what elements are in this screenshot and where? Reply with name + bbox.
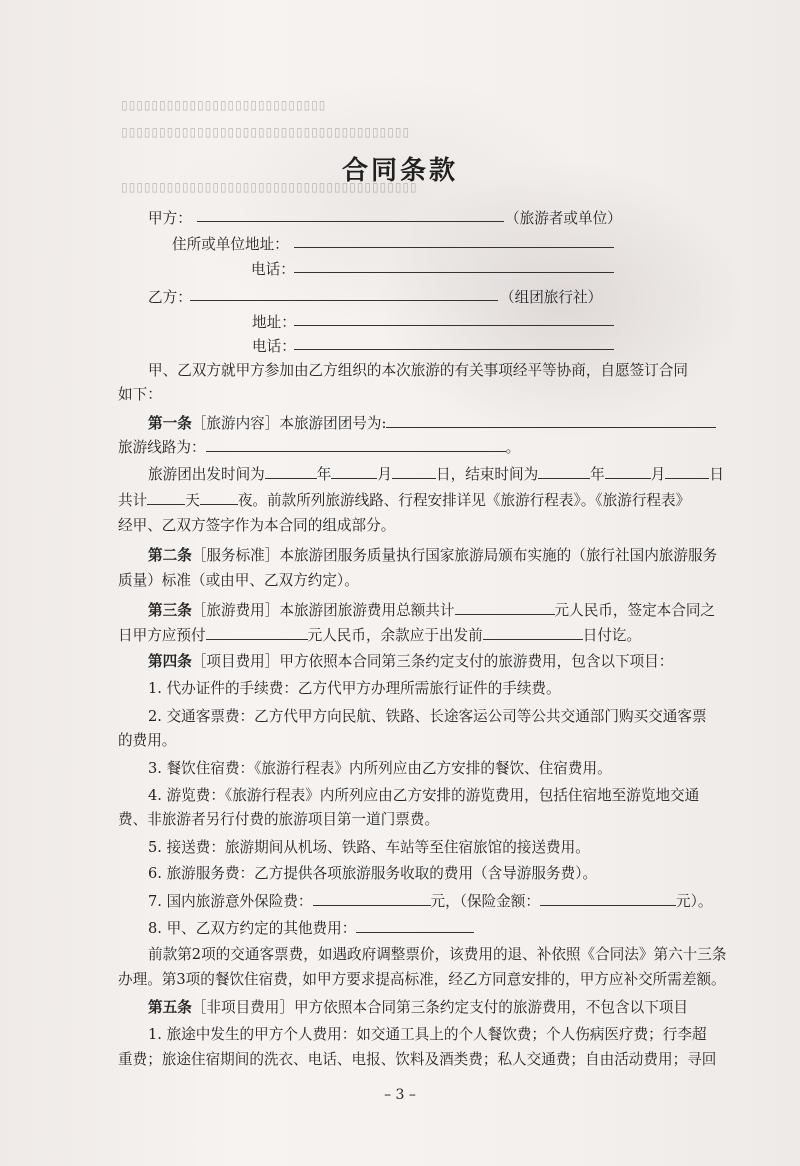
party-a-address-blank [294, 233, 614, 248]
article-1-line-3: 旅游团出发时间为 年 月 日，结束时间为 年 月 日 [148, 466, 724, 483]
article-1-head: 第一条 [148, 415, 192, 432]
article-1-line-4: 共计 天 夜。前款所列旅游线路、行程安排详见《旅游行程表》。《旅游行程表》 [118, 492, 691, 509]
article-4-item-2: 2. 交通客票费：乙方代甲方向民航、铁路、长途客运公司等公共交通部门购买交通客票 [148, 708, 707, 725]
article-4-item-4-cont: 费、非旅游者另行付费的旅游项目第一道门票费。 [118, 811, 440, 828]
article-4-note-1: 前款第2项的交通客票费，如遇政府调整票价，该费用的退、补依照《合同法》第六十三条 [148, 946, 727, 963]
article-1-line-5: 经甲、乙双方签字作为本合同的组成部分。 [118, 517, 396, 534]
party-b-name-blank [190, 286, 498, 301]
article-2-head: 第二条 [148, 547, 192, 564]
bleed-through-decoration: ▯▯▯▯▯▯▯▯▯▯▯▯▯▯▯▯▯▯▯▯▯▯▯▯▯▯▯ [120, 98, 326, 112]
article-4-item-5: 5. 接送费：旅游期间从机场、铁路、车站等至住宿旅馆的接送费用。 [148, 839, 590, 856]
article-3-line-1: 第三条［旅游费用］本旅游团旅游费用总额共计 元人民币，签定本合同之 [148, 602, 716, 619]
article-4-item-7: 7. 国内旅游意外保险费： 元，（保险金额： 元）。 [148, 893, 713, 910]
bleed-through-decoration: ▯▯▯▯▯▯▯▯▯▯▯▯▯▯▯▯▯▯▯▯▯▯▯▯▯▯▯▯▯▯▯▯▯▯▯▯▯▯▯ [120, 180, 417, 194]
document-title: 合同条款 [341, 156, 458, 186]
article-2-line-2: 质量）标准（或由甲、乙双方约定）。 [118, 572, 359, 589]
article-5-head: 第五条 [148, 999, 192, 1016]
party-a-address-label: 住所或单位地址： [172, 236, 289, 253]
page-number: – 3 – [384, 1087, 416, 1103]
article-4-line-1: 第四条［项目费用］甲方依照本合同第三条约定支付的旅游费用，包含以下项目： [148, 653, 674, 670]
party-a-note: （旅游者或单位） [505, 210, 622, 227]
article-2-line-1: 第二条［服务标准］本旅游团服务质量执行国家旅游局颁布实施的（旅行社国内旅游服务 [148, 547, 718, 564]
article-1-line-1: 第一条［旅游内容］本旅游团团号为: [118, 413, 760, 434]
article-4-item-3: 3. 餐饮住宿费：《旅游行程表》内所列应由乙方安排的餐饮、住宿费用。 [148, 760, 612, 777]
party-a-name-blank [197, 207, 504, 222]
article-4-head: 第四条 [148, 653, 192, 670]
article-4-item-8: 8. 甲、乙双方约定的其他费用： [118, 918, 760, 939]
party-a-label: 甲方： [148, 210, 192, 227]
article-5-item-1: 1. 旅途中发生的甲方个人费用：如交通工具上的个人餐饮费；个人伤病医疗费；行李超 [148, 1026, 707, 1043]
party-b-address-label: 地址： [252, 314, 296, 331]
party-b-note: （组团旅行社） [500, 289, 603, 306]
intro-line-2: 如下： [118, 386, 162, 403]
article-5-item-1-cont: 重费；旅途住宿期间的洗衣、电话、电报、饮料及酒类费；私人交通费；自由活动费用；寻回 [118, 1051, 717, 1068]
article-4-item-6: 6. 旅游服务费：乙方提供各项旅游服务收取的费用（含导游服务费）。 [148, 865, 598, 882]
party-a-phone-label: 电话： [251, 261, 295, 278]
article-4-item-1: 1. 代办证件的手续费：乙方代甲方办理所需旅行证件的手续费。 [148, 680, 561, 697]
article-1-line-2: 旅游线路为： 。 [118, 439, 521, 456]
party-a-phone-blank [294, 258, 614, 273]
intro-line-1: 甲、乙双方就甲方参加由乙方组织的本次旅游的有关事项经平等协商，自愿签订合同 [148, 362, 688, 379]
article-4-note-2: 办理。第3项的餐饮住宿费，如甲方要求提高标准，经乙方同意安排的，甲方应补交所需差额。 [118, 971, 726, 988]
article-4-item-2-cont: 的费用。 [118, 732, 177, 749]
article-4-item-4: 4. 游览费：《旅游行程表》内所列应由乙方安排的游览费用，包括住宿地至游览地交通 [148, 787, 700, 804]
party-b-phone-blank [294, 335, 614, 350]
article-3-head: 第三条 [148, 602, 192, 619]
bleed-through-decoration: ▯▯▯▯▯▯▯▯▯▯▯▯▯▯▯▯▯▯▯▯▯▯▯▯▯▯▯▯▯▯▯▯▯▯▯▯▯▯ [120, 125, 409, 139]
article-5-line-1: 第五条［非项目费用］甲方依照本合同第三条约定支付的旅游费用，不包含以下项目 [148, 999, 688, 1016]
article-3-line-2: 日甲方应预付 元人民币，余款应于出发前 日付讫。 [118, 627, 642, 644]
party-b-address-blank [294, 311, 614, 326]
party-b-phone-label: 电话： [252, 338, 296, 355]
party-b-label: 乙方： [148, 289, 192, 306]
